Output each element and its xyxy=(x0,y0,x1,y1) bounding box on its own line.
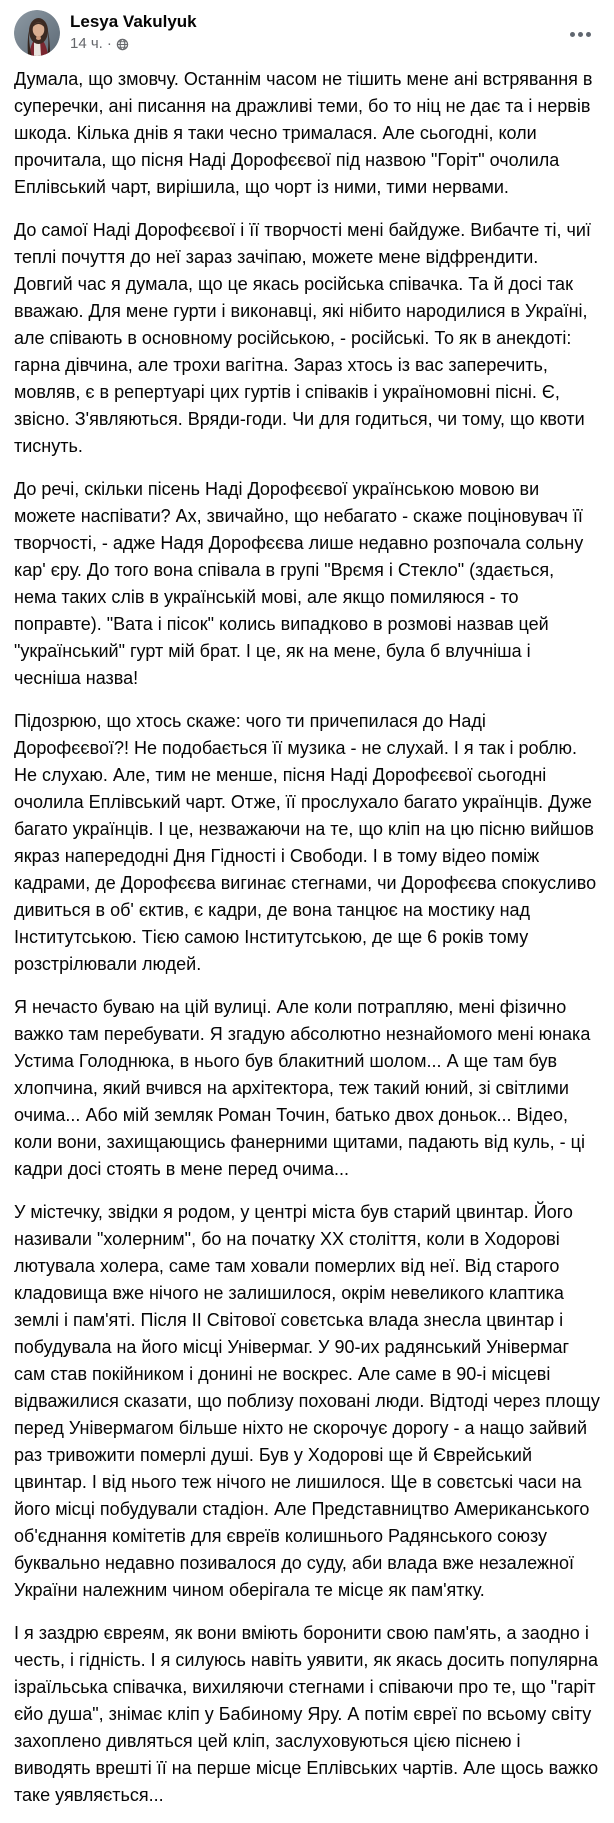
author-avatar[interactable] xyxy=(14,10,60,56)
post-paragraph: І я заздрю євреям, як вони вміють боронити свою пам'ять, а заодно і честь, і гідність. І я силуюсь навіть уявити, як якась досить популярна ізраїльська співачка, вихиляючи стегнами і співаючи про те, що "гаріт єйо душа", знімає кліп у Бабиному Яру. А потім євреї по всьому світу захоплено дивляться цей кліп, заслуховуються цією піснею і виводять врешті її на перше місце Еплівських чартів. Але щось важко таке уявляється... xyxy=(14,1623,599,1805)
globe-icon xyxy=(116,38,129,51)
post-timestamp[interactable]: 14 ч. xyxy=(70,35,103,52)
avatar-image xyxy=(14,10,60,56)
post-options-button[interactable] xyxy=(562,16,598,52)
author-block xyxy=(70,10,562,53)
post-paragraph: У містечку, звідки я родом, у центрі міста був старий цвинтар. Його називали "холерним", бо на початку XX століття, коли в Ходорові лютувала холера, саме там ховали померлих від неї. Від старого кладовища вже нічого не залишилося, окрім невеликого клаптика землі і пам'яті. Після II Світової совєтська влада знесла цвинтар і побудувала на його місці Універмаг. У 90-их радянський Універмаг сам став покійником і донині не воскрес. Але саме в 90-і місцеві відважилися сказати, що поблизу поховані люди. Відтоді через площу перед Універмагом більше ніхто не скорочує дорогу - а нащо зайвий раз тривожити померлі душі. Був у Ходорові ще й Єврейський цвинтар. І від нього теж нічого не лишилося. Ще в совєтські часи на його місці побудували стадіон. Але Представництво Американського об'єднання комітетів для євреїв колишнього Радянського союзу буквально недавно позивалося до суду, аби влада вже незалежної України належним чином оберігала те місце як пам'ятку. xyxy=(14,1202,600,1600)
horizontal-dots-icon xyxy=(586,32,591,37)
post-header xyxy=(0,0,614,60)
post-paragraph: Думала, що змовчу. Останнім часом не тішить мене ані встрявання в суперечки, ані писання на дражливі теми, бо то ніц не дає та і нервів шкода. Кілька днів я таки чесно трималася. Але сьогодні, коли прочитала, що пісня Наді Дорофєєвої під назвою "Горіт" очолила Еплівський чарт, вирішила, що чорт із ними, тими нервами. xyxy=(14,69,593,197)
meta-separator: · xyxy=(106,35,112,52)
post-paragraph: До речі, скільки пісень Наді Дорофєєвої українською мовою ви можете наспівати? Ах, звичайно, що небагато - скаже поціновувач її творчості, - адже Надя Дорофєєва лише недавно розпочала сольну кар' єру. До того вона співала в групі "Врємя і Стекло" (здається, нема таких слів в українській мові, але якщо помиляюся - то поправте). "Вата і пісок" колись випадково в розмові назвав цей "український" гурт мій брат. І це, як на мене, була б влучніша і чесніша назва! xyxy=(14,479,584,688)
horizontal-dots-icon xyxy=(578,32,583,37)
post-meta xyxy=(70,35,562,53)
post-text xyxy=(0,60,614,1823)
post-paragraph: Підозрюю, що хтось скаже: чого ти причепилася до Наді Дорофєєвої?! Не подобається її музика - не слухай. І я так і роблю. Не слухаю. Але, тим не менше, пісня Наді Дорофєєвої сьогодні очолила Еплівський чарт. Отже, її прослухало багато українців. Дуже багато українців. І це, незважаючи на те, що кліп на цю пісню вийшов якраз напередодні Дня Гідності і Свободи. І в тому відео поміж кадрами, де Дорофєєва вигинає стегнами, чи Дорофєєва спокусливо дивиться в об' єктив, є кадри, де вона танцює на мостику над Інститутською. Тією самою Інститутською, де ще 6 років тому розстрілювали людей. xyxy=(14,711,597,974)
horizontal-dots-icon xyxy=(570,32,575,37)
post-paragraph: Я нечасто буваю на цій вулиці. Але коли потрапляю, мені фізично важко там перебувати. Я згадую абсолютно незнайомого мені юнака Устима Голоднюка, в нього був блакитний шолом... А ще там був хлопчина, який вчився на архітектора, теж такий юний, зі світлими очима... Або мій земляк Роман Точин, батько двох доньок... Відео, коли вони, захищающись фанерними щитами, падають від куль, - ці кадри досі стоять в мене перед очима... xyxy=(14,997,591,1179)
post-paragraph: До самої Наді Дорофєєвої і її творчості мені байдуже. Вибачте ті, чиї теплі почуття до неї зараз зачіпаю, можете мене відфрендити. Довгий час я думала, що це якась російська співачка. Та й досі так вважаю. Для мене гурти і виконавці, які нібито народилися в Україні, але співають в основному російською, - російські. То як в анекдоті: гарна дівчина, але трохи вагітна. Зараз хтось із вас заперечить, мовляв, є в репертуарі цих гуртів і співаків і україномовні пісні. Є, звісно. З'являються. Вряди-годи. Чи для годиться, чи тому, що квоти тиснуть. xyxy=(14,220,591,456)
author-name-link[interactable]: Lesya Vakulyuk xyxy=(70,12,197,31)
